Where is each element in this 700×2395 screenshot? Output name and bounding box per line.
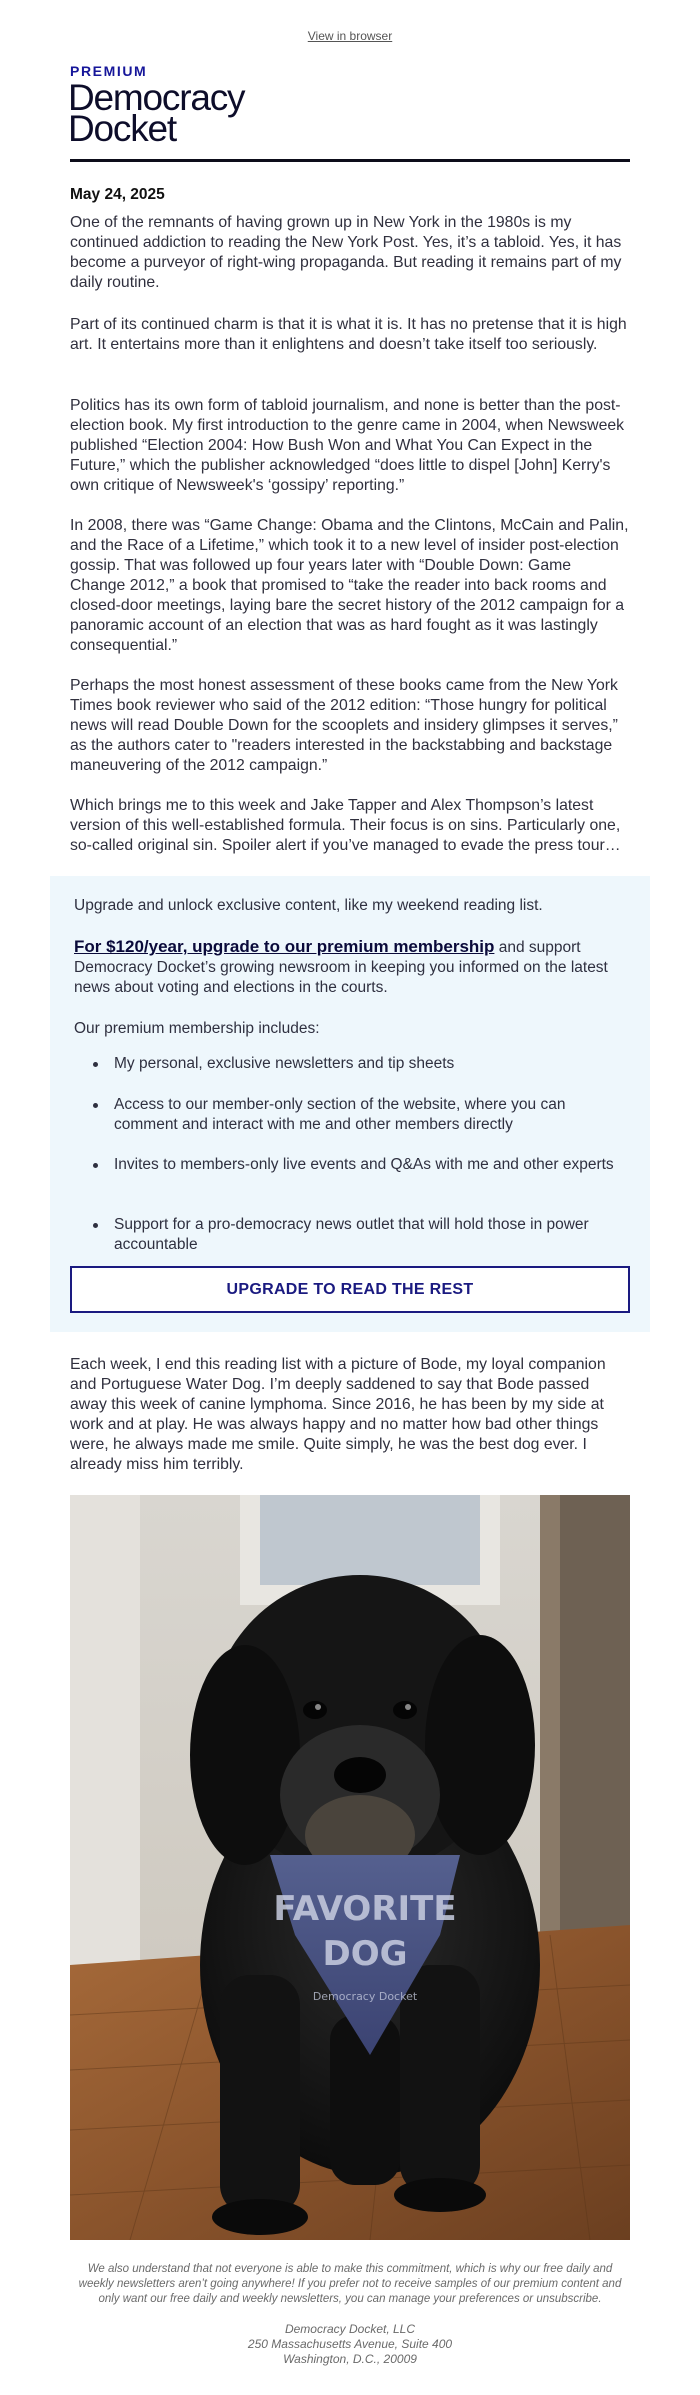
benefit-text: Support for a pro-democracy news outlet that will hold those in power accountable	[114, 1216, 589, 1253]
closing-paragraph: Each week, I end this reading list with a picture of Bode, my loyal companion and Portuguese Water Dog. I’m deeply saddened to say that Bode passed away this week of canine lymphoma. Since 2016, he has been by my side at work and at play. He was always happy and no matter how bad other things were, he always made me smile. Quite simply, he was the best dog ever. I already miss him terribly.	[70, 1356, 606, 1473]
article-paragraph-2: Part of its continued charm is that it is what it is. It has no pretense that it is high art. It entertains more than it enlightens and doesn’t take itself too seriously.	[70, 316, 627, 353]
benefit-item	[114, 1155, 630, 1175]
bullet-icon	[93, 1163, 98, 1168]
article-paragraph-4: In 2008, there was “Game Change: Obama and the Clintons, McCain and Palin, and the Race of a Lifetime,” which took it to a new level of insider post-election gossip. That was followed up four years later with “Double Down: Game Change 2012,” a book that promised to “take the reader into back rooms and closed-door meetings, laying bare the secret history of the 2012 campaign for a panoramic account of an election that was as hard fought as it was lastingly consequential.”	[70, 517, 629, 654]
view-in-browser-link[interactable]: View in browser	[307, 29, 393, 43]
promo-offer-rest: and support Democracy Docket’s growing newsroom in keeping you informed on the latest news about voting and elections in the courts.	[74, 939, 608, 996]
bullet-icon	[93, 1223, 98, 1228]
address-line-1: 250 Massachusetts Avenue, Suite 400	[247, 2337, 453, 2351]
benefit-item	[114, 1054, 630, 1074]
bullet-icon	[93, 1103, 98, 1108]
header-divider	[70, 159, 630, 162]
address-line-2: Washington, D.C., 20009	[283, 2352, 417, 2366]
bandana-brand-text: Democracy Docket	[312, 1990, 418, 2003]
bullet-icon	[93, 1062, 98, 1067]
benefit-text: Invites to members-only live events and Q&As with me and other experts	[114, 1156, 614, 1173]
benefit-text: My personal, exclusive newsletters and tip sheets	[114, 1055, 455, 1072]
promo-intro: Upgrade and unlock exclusive content, like my weekend reading list.	[74, 897, 543, 914]
bode-dog-photo	[70, 1495, 630, 2240]
bandana-text-line1: FAVORITE	[273, 1889, 457, 1929]
upgrade-to-read-button[interactable]: UPGRADE TO READ THE REST	[70, 1266, 630, 1313]
company-name: Democracy Docket, LLC	[284, 2322, 416, 2336]
footer-note: We also understand that not everyone is able to make this commitment, which is why our free daily and weekly newsletters aren’t going anywhere! If you prefer not to receive samples of our premium content and only want our free daily and weekly newsletters, you can manage your preferences or unsubscribe.	[78, 2263, 622, 2305]
company-address	[0, 2322, 700, 2367]
article-paragraph-1: One of the remnants of having grown up in New York in the 1980s is my continued addiction to reading the New York Post. Yes, it’s a tabloid. Yes, it has become a purveyor of right-wing propaganda. But reading it remains part of my daily routine.	[70, 214, 622, 291]
democracy-docket-logo[interactable]	[68, 77, 245, 149]
benefit-text: Access to our member-only section of the website, where you can comment and interact with me and other members directly	[114, 1096, 566, 1133]
logo-line-docket: Docket	[68, 108, 176, 149]
bandana-text-line2: DOG	[322, 1934, 408, 1974]
benefit-item	[114, 1095, 630, 1135]
article-paragraph-3: Politics has its own form of tabloid journalism, and none is better than the post-election book. My first introduction to the genre came in 2004, when Newsweek published “Election 2004: How Bush Won and What You Can Expect in the Future,” which the publisher acknowledged “does little to dispel [John] Kerry's own critique of Newsweek's ‘gossipy’ reporting.”	[70, 397, 625, 494]
promo-offer	[74, 937, 630, 998]
dog-illustration	[70, 1495, 630, 2240]
article-date: May 24, 2025	[70, 186, 165, 203]
promo-includes-heading: Our premium membership includes:	[74, 1020, 320, 1037]
article-paragraph-5: Perhaps the most honest assessment of these books came from the New York Times book reviewer who said of the 2012 edition: “Those hungry for political news will read Double Down for the scooplets and insidery glimpses it serves,” as the authors cater to "readers interested in the backstabbing and backstage maneuvering of the 2012 campaign.”	[70, 677, 618, 774]
premium-membership-link[interactable]: For $120/year, upgrade to our premium membership	[74, 937, 495, 956]
article-paragraph-6: Which brings me to this week and Jake Tapper and Alex Thompson’s latest version of this well-established formula. Their focus is on sins. Particularly one, so-called original sin. Spoiler alert if you’ve managed to evade the press tour…	[70, 797, 621, 854]
premium-label: PREMIUM	[70, 63, 148, 79]
benefit-item	[114, 1215, 630, 1255]
logo-line-democracy: Democracy	[68, 77, 245, 118]
